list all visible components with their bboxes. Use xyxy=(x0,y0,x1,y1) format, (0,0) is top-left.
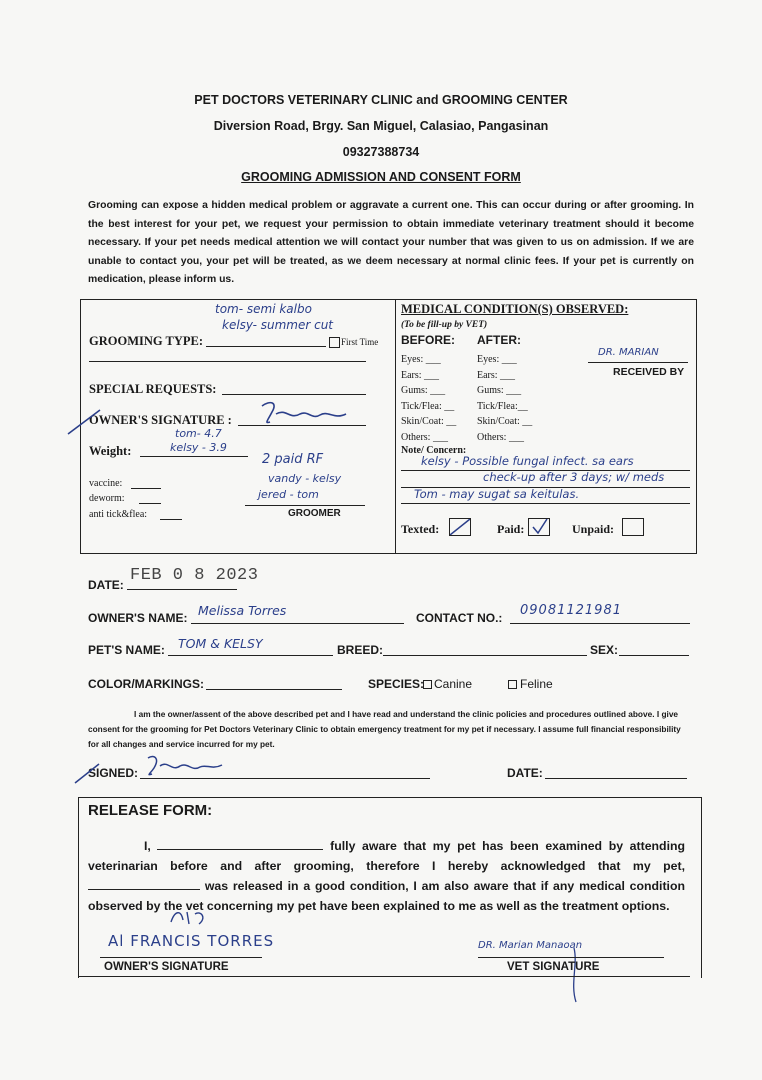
owner-signature-scribble xyxy=(250,398,360,428)
groomer-hw3: jered - tom xyxy=(258,488,319,501)
groomer-label: GROOMER xyxy=(288,508,341,519)
signed-label: SIGNED: xyxy=(88,766,139,780)
weight-line xyxy=(140,456,248,457)
before-tick: Tick/Flea: xyxy=(401,400,442,412)
after-tick: Tick/Flea: xyxy=(477,400,518,412)
medical-title: MEDICAL CONDITION(S) OBSERVED: xyxy=(401,302,629,316)
release-pet-blank xyxy=(88,878,200,890)
medical-subtitle: (To be fill-up by VET) xyxy=(401,320,488,330)
weight-label: Weight: xyxy=(89,444,132,458)
weight-hw1: tom- 4.7 xyxy=(175,427,222,440)
note-hw2: check-up after 3 days; w/ meds xyxy=(483,470,665,484)
clinic-phone: 09327388734 xyxy=(342,145,420,159)
release-vet-stroke xyxy=(560,944,590,1006)
release-bottom-line xyxy=(78,976,690,977)
texted-label: Texted: xyxy=(401,522,440,536)
paid-label: Paid: xyxy=(497,522,525,536)
sex-label: SEX: xyxy=(590,643,619,657)
before-others: Others: xyxy=(401,431,431,443)
owner-signature-mark xyxy=(64,404,104,438)
release-p1: fully aware that my pet has been examined by attending veterinarian before and after grooming, therefore I hereby acknowledged that my pet, xyxy=(88,839,686,873)
signed-line xyxy=(140,778,430,779)
owner-signature-label: OWNER'S SIGNATURE : xyxy=(89,413,232,427)
canine-checkbox[interactable] xyxy=(423,680,432,689)
vaccine-label: vaccine: xyxy=(89,478,123,489)
after-label: AFTER: xyxy=(477,333,521,347)
special-requests-label: SPECIAL REQUESTS: xyxy=(89,382,217,396)
pet-name-hw: TOM & KELSY xyxy=(178,636,263,651)
deworm-label: deworm: xyxy=(89,493,125,504)
after-others: Others: xyxy=(477,431,507,443)
grooming-extra-line xyxy=(89,361,366,362)
deworm-line xyxy=(139,503,161,504)
date-label: DATE: xyxy=(88,578,124,592)
date-stamp: FEB 0 8 2023 xyxy=(130,566,259,585)
release-i: I, xyxy=(144,839,151,853)
after-skin: Skin/Coat: xyxy=(477,416,520,427)
canine-label: Canine xyxy=(434,677,473,691)
groomer-hw1: 2 paid RF xyxy=(262,452,324,467)
grooming-type-line xyxy=(206,346,326,347)
groomer-line xyxy=(245,505,365,506)
clinic-address: Diversion Road, Brgy. San Miguel, Calasiao, Pangasinan xyxy=(213,119,549,133)
release-name-blank xyxy=(157,838,323,850)
first-time-label: First Time xyxy=(341,337,379,347)
groomer-hw2: vandy - kelsy xyxy=(268,472,342,485)
before-ears: Ears: xyxy=(401,369,422,381)
after-rows: Eyes: ___ Ears: ___ Gums: ___ Tick/Flea:__ Skin/Coat: __ Others: ___ xyxy=(477,354,533,443)
paid-checkbox[interactable] xyxy=(528,518,550,536)
signed-signature xyxy=(138,752,228,780)
texted-check-icon xyxy=(450,519,470,535)
received-by-label: RECEIVED BY xyxy=(613,366,685,378)
consent-text: I am the owner/assent of the above described pet and I have read and understand the clinic policies and procedures outlined above. I give consent for the grooming for Pet Doctors Veterinary Clinic to obtain emergency treatment for my pet if necessary. I assume full financial responsibility for all changes and service incurred for my pet. xyxy=(88,709,681,749)
date-line xyxy=(127,589,237,590)
owner-signature-line xyxy=(238,425,366,426)
release-owner-line xyxy=(100,957,262,958)
antitick-label: anti tick&flea: xyxy=(89,509,148,520)
signed-mark xyxy=(72,760,102,786)
intro-paragraph: Grooming can expose a hidden medical problem or aggravate a current one. This can occur during or after grooming. In the best interest for your pet, we request your permission to obtain immediate veterinary treatment should it become necessary. If your pet needs medical attention we will contact your number that was given to us on admission. If we are unable to contact you, your pet will be treated, as we deem necessary at normal clinic fees. If your pet is currently on medication, please inform us. xyxy=(88,200,694,286)
feline-label: Feline xyxy=(520,677,553,691)
sex-line xyxy=(619,655,689,656)
note-line3 xyxy=(401,503,690,504)
texted-checkbox[interactable] xyxy=(449,518,471,536)
form-title: GROOMING ADMISSION AND CONSENT FORM xyxy=(241,170,521,184)
release-p2: was released in a good condition, I am also aware that if any medical condition observed by the vet concerning my pet have been explained to me as well as the treatment options. xyxy=(88,879,685,913)
color-line xyxy=(206,689,342,690)
before-gums: Gums: xyxy=(401,385,428,396)
release-title: RELEASE FORM: xyxy=(88,802,213,819)
contact-label: CONTACT NO.: xyxy=(416,611,503,625)
grooming-type-label: GROOMING TYPE: xyxy=(89,334,204,348)
species-label: SPECIES: xyxy=(368,677,425,691)
received-hw: DR. MARIAN xyxy=(598,347,659,358)
first-time-checkbox[interactable] xyxy=(329,337,340,348)
before-rows: Eyes: ___ Ears: ___ Gums: ___ Tick/Flea: __ Skin/Coat: __ Others: ___ xyxy=(401,354,457,443)
contact-line xyxy=(510,623,690,624)
after-ears: Ears: xyxy=(477,369,498,381)
release-vet-label: VET SIGNATURE xyxy=(507,961,600,973)
pet-name-label: PET'S NAME: xyxy=(88,643,165,657)
color-label: COLOR/MARKINGS: xyxy=(88,677,204,691)
note-hw1: kelsy - Possible fungal infect. sa ears xyxy=(421,454,634,468)
feline-checkbox[interactable] xyxy=(508,680,517,689)
release-owner-sig-hw: Al FRANCIS TORRES xyxy=(108,932,275,950)
release-owner-initials xyxy=(165,906,215,928)
unpaid-label: Unpaid: xyxy=(572,522,615,536)
after-eyes: Eyes: xyxy=(477,354,500,365)
owner-name-label: OWNER'S NAME: xyxy=(88,611,188,625)
unpaid-checkbox[interactable] xyxy=(622,518,644,536)
pet-name-line xyxy=(168,655,333,656)
grooming-type-hw1: tom- semi kalbo xyxy=(215,302,312,316)
contact-hw: 09081121981 xyxy=(520,603,622,618)
owner-name-line xyxy=(191,623,404,624)
date2-line xyxy=(545,778,687,779)
release-paragraph xyxy=(88,836,685,916)
release-vet-sig-hw: DR. Marian Manaoan xyxy=(478,940,583,951)
before-label: BEFORE: xyxy=(401,333,455,347)
before-skin: Skin/Coat: xyxy=(401,416,444,427)
received-line xyxy=(588,362,688,363)
breed-line xyxy=(383,655,587,656)
weight-hw2: kelsy - 3.9 xyxy=(170,441,227,454)
grooming-type-hw2: kelsy- summer cut xyxy=(222,318,334,332)
release-owner-label: OWNER'S SIGNATURE xyxy=(104,961,229,973)
antitick-line xyxy=(160,519,182,520)
note-label: Note/ Concern: xyxy=(401,445,467,456)
owner-name-hw: Melissa Torres xyxy=(198,603,287,618)
after-gums: Gums: xyxy=(477,385,504,396)
paid-check-icon xyxy=(529,519,549,535)
before-eyes: Eyes: xyxy=(401,354,424,365)
clinic-name: PET DOCTORS VETERINARY CLINIC and GROOMING CENTER xyxy=(194,93,568,107)
special-requests-line xyxy=(222,394,366,395)
date2-label: DATE: xyxy=(507,766,543,780)
breed-label: BREED: xyxy=(337,643,384,657)
release-vet-line xyxy=(478,957,664,958)
vaccine-line xyxy=(131,488,161,489)
note-hw3: Tom - may sugat sa keitulas. xyxy=(414,487,580,501)
